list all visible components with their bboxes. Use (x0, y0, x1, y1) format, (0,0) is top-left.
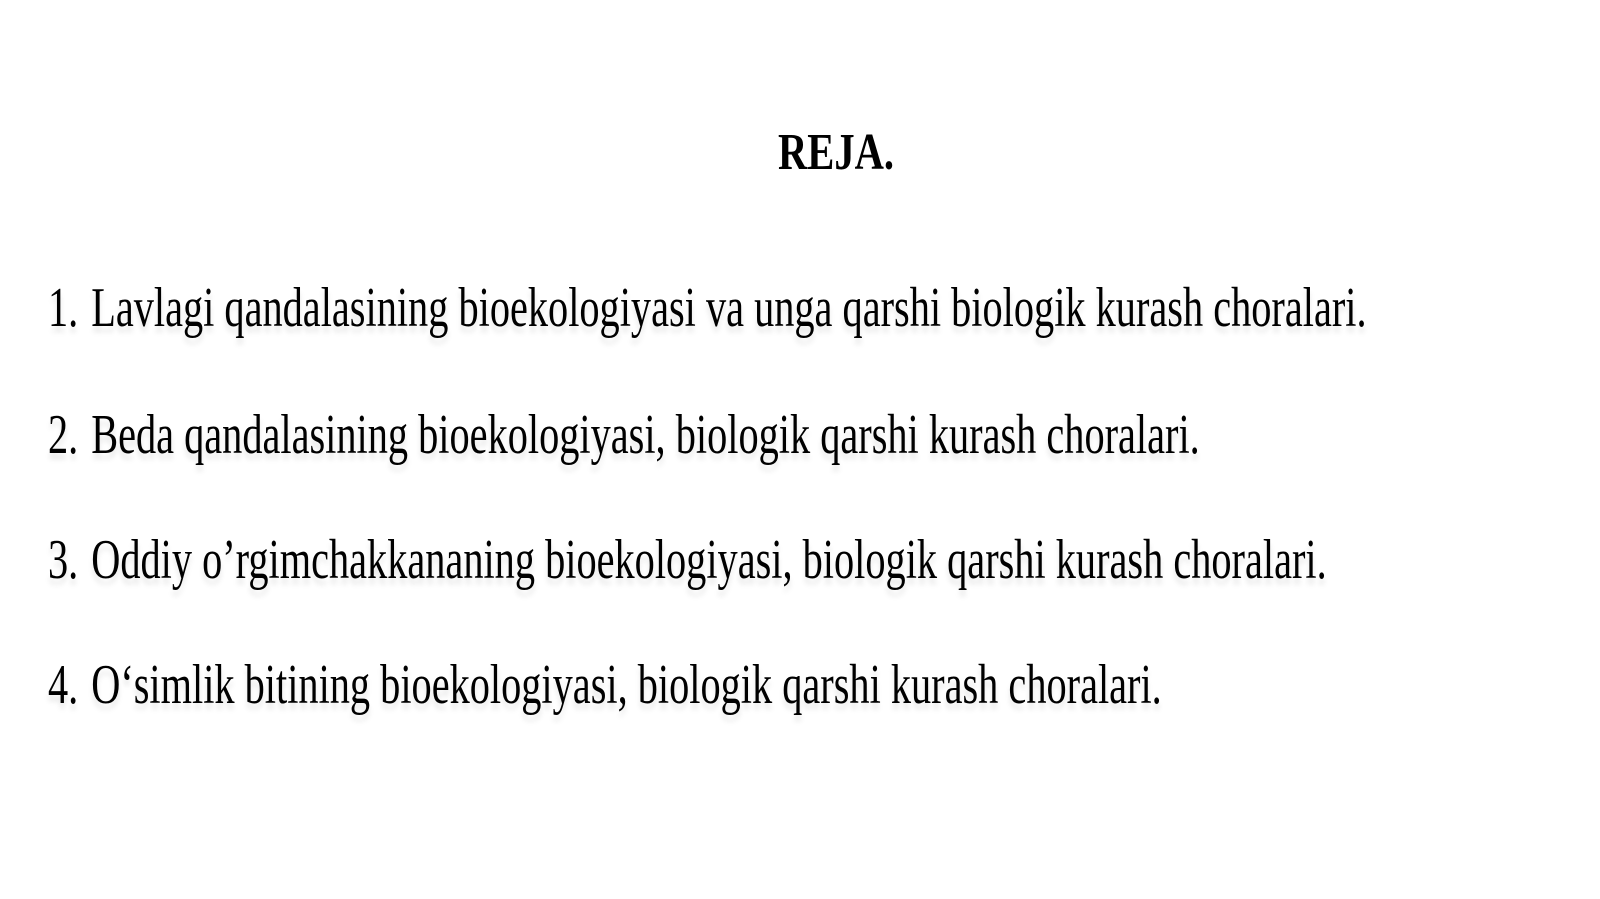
list-item-number: 4. (48, 654, 79, 716)
list-item-text: Oddiy o’rgimchakkananing bioekologiyasi, biologik qarshi kurash choralari. (91, 529, 1327, 591)
list-item (48, 520, 1327, 600)
list-item-text: O‘simlik bitining bioekologiyasi, biologik qarshi kurash choralari. (91, 654, 1162, 716)
list-item-number: 2. (48, 404, 79, 466)
list-item (48, 268, 1367, 348)
page-title: REJA. (778, 124, 895, 181)
list-item-number: 3. (48, 529, 79, 591)
list-item-number: 1. (48, 277, 79, 339)
plan-list (48, 0, 1588, 899)
list-item-text: Lavlagi qandalasining bioekologiyasi va unga qarshi biologik kurash choralari. (91, 277, 1367, 339)
list-item (48, 645, 1162, 725)
list-item-text: Beda qandalasining bioekologiyasi, biologik qarshi kurash choralari. (91, 404, 1200, 466)
list-item (48, 395, 1200, 475)
